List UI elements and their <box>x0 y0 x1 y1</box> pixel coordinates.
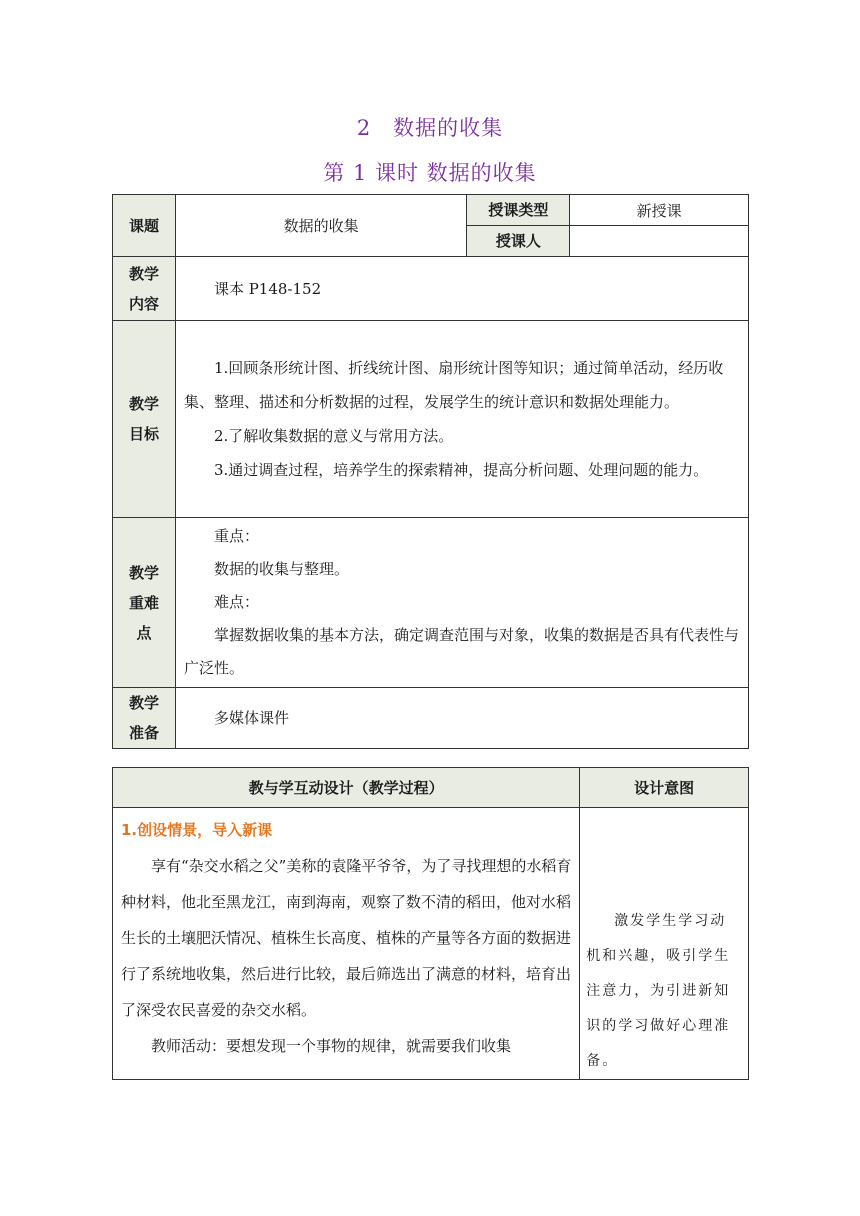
page-subtitle: 第 1 课时 数据的收集 <box>323 161 537 185</box>
keypoint-line: 重点： <box>213 527 259 545</box>
teacher-value <box>570 226 749 257</box>
process-paragraph: 享有“杂交水稻之父”美称的袁隆平爷爷，为了寻找理想的水稻育种材料，他北至黑龙江，南到海南，观察了数不清的稻田，他对水稻生长的土壤肥沃情况、植株生长高度、植株的产量等各方面的数据进行了系统地收集，然后进行比较，最后筛选出了满意的材料，培育出了深受农民喜爱的杂交水稻。 <box>121 857 572 1019</box>
goal-item: 2.了解收集数据的意义与常用方法。 <box>213 427 454 445</box>
intent-content <box>580 808 749 1080</box>
goals-content <box>175 321 748 518</box>
type-label: 授课类型 <box>467 195 570 226</box>
topic-label: 课题 <box>113 195 176 257</box>
info-table <box>112 194 749 749</box>
goal-item: 3.通过调查过程，培养学生的探索精神，提高分析问题、处理问题的能力。 <box>213 461 709 479</box>
process-column-header: 教与学互动设计（教学过程） <box>113 768 580 808</box>
teacher-label: 授课人 <box>467 226 570 257</box>
section-title: 1.创设情景，导入新课 <box>121 821 273 839</box>
process-content <box>113 808 580 1080</box>
keypoint-line: 掌握数据收集的基本方法，确定调查范围与对象，收集的数据是否具有代表性与广泛性。 <box>183 626 739 677</box>
intent-column-header: 设计意图 <box>580 768 749 808</box>
page-title: 2 数据的收集 <box>356 116 504 140</box>
type-value: 新授课 <box>570 195 749 226</box>
goals-label: 教学目标 <box>113 321 176 518</box>
topic-value: 数据的收集 <box>175 195 467 257</box>
keypoint-line: 数据的收集与整理。 <box>213 560 349 578</box>
content-label: 教学内容 <box>113 257 176 321</box>
process-table <box>112 767 749 1080</box>
prep-label: 教学准备 <box>113 688 176 749</box>
keypoint-line: 难点： <box>213 593 259 611</box>
content-value: 课本 P148-152 <box>175 257 748 321</box>
prep-value: 多媒体课件 <box>175 688 748 749</box>
keypoints-label: 教学重难点 <box>113 518 176 688</box>
goal-item: 1.回顾条形统计图、折线统计图、扇形统计图等知识；通过简单活动，经历收集、整理、描述和分析数据的过程，发展学生的统计意识和数据处理能力。 <box>183 359 724 411</box>
keypoints-content <box>175 518 748 688</box>
process-paragraph: 教师活动：要想发现一个事物的规律，就需要我们收集 <box>151 1037 512 1055</box>
intent-text: 激发学生学习动机和兴趣，吸引学生注意力，为引进新知识的学习做好心理准备。 <box>586 913 731 1069</box>
